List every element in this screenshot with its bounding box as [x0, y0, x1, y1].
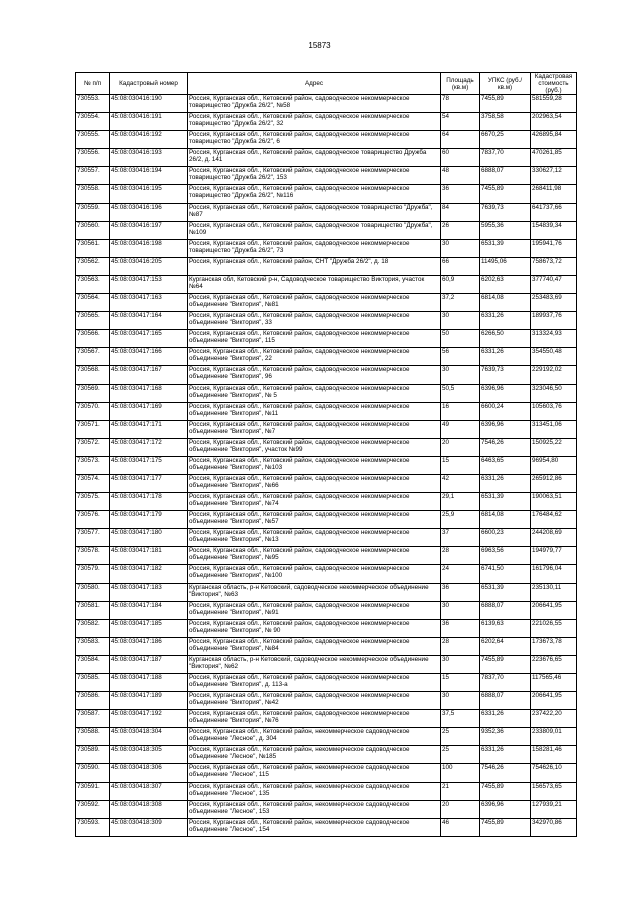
table-row: [76, 583, 577, 601]
cadastral-cost-cell: 342970,86: [531, 818, 577, 836]
cadastral-number-cell: 45:08:030418:307: [110, 782, 188, 800]
address-cell: Россия, Курганская обл., Кетовский район, садоводческое некоммерческое объединение "Виктория", №13: [188, 529, 441, 547]
table-row: [76, 420, 577, 438]
cadastral-cost-cell: 176484,62: [531, 511, 577, 529]
row-number-cell: 730574.: [76, 474, 110, 492]
table-row: [76, 438, 577, 456]
area-cell: 15: [441, 456, 480, 474]
address-cell: Россия, Курганская обл., Кетовский район, садоводческое некоммерческое объединение "Виктория", №76: [188, 710, 441, 728]
address-cell: Россия, Курганская обл., Кетовский район, садоводческое некоммерческое объединение "Виктория", №81: [188, 294, 441, 312]
cadastral-cost-cell: 189937,76: [531, 312, 577, 330]
table-row: [76, 782, 577, 800]
row-number-cell: 730579.: [76, 565, 110, 583]
area-cell: 84: [441, 203, 480, 221]
row-number-cell: 730568.: [76, 366, 110, 384]
address-cell: Россия, Курганская обл., Кетовский район, садоводческое некоммерческое объединение "Виктория", №103: [188, 456, 441, 474]
address-cell: Россия, Курганская обл., Кетовский район, садоводческое некоммерческое объединение "Виктория", № 90: [188, 619, 441, 637]
cadastral-cost-cell: 377740,47: [531, 275, 577, 293]
table-row: [76, 511, 577, 529]
area-cell: 48: [441, 167, 480, 185]
cadastral-cost-cell: 158281,46: [531, 746, 577, 764]
address-cell: Россия, Курганская обл., Кетовский район, садоводческое некоммерческое объединение "Виктория", №57: [188, 511, 441, 529]
row-number-cell: 730590.: [76, 764, 110, 782]
address-cell: Россия, Курганская обл., Кетовский район, садоводческое некоммерческое объединение "Виктория", №84: [188, 637, 441, 655]
upks-cell: 6888,07: [480, 167, 531, 185]
col-header-upks: УПКС (руб./кв.м): [480, 73, 531, 95]
area-cell: 30: [441, 601, 480, 619]
cadastral-number-cell: 45:08:030417:178: [110, 493, 188, 511]
table-row: [76, 275, 577, 293]
upks-cell: 7546,26: [480, 438, 531, 456]
table-row: [76, 565, 577, 583]
cadastral-number-cell: 45:08:030417:163: [110, 294, 188, 312]
address-cell: Россия, Курганская обл., Кетовский район, садоводческое некоммерческое объединение "Виктория", 96: [188, 366, 441, 384]
area-cell: 20: [441, 438, 480, 456]
address-cell: Россия, Курганская обл., Кетовский район, садоводческое некоммерческое товарищество "Дружба 26/2", №58: [188, 95, 441, 113]
cadastral-number-cell: 45:08:030418:308: [110, 800, 188, 818]
col-header-num: № п/п: [76, 73, 110, 95]
area-cell: 36: [441, 583, 480, 601]
cadastral-number-cell: 45:08:030416:190: [110, 95, 188, 113]
table-row: [76, 131, 577, 149]
upks-cell: 6531,39: [480, 583, 531, 601]
cadastral-cost-cell: 156573,65: [531, 782, 577, 800]
upks-cell: 7455,89: [480, 655, 531, 673]
table-row: [76, 294, 577, 312]
row-number-cell: 730575.: [76, 493, 110, 511]
row-number-cell: 730581.: [76, 601, 110, 619]
area-cell: 29,1: [441, 493, 480, 511]
upks-cell: 5955,36: [480, 221, 531, 239]
cadastral-cost-cell: 244208,69: [531, 529, 577, 547]
upks-cell: 7455,89: [480, 782, 531, 800]
table-row: [76, 710, 577, 728]
address-cell: Россия, Курганская обл., Кетовский район, садоводческое некоммерческое товарищество "Дружба 26/2", 6: [188, 131, 441, 149]
cadastral-cost-cell: 313324,93: [531, 330, 577, 348]
cadastral-cost-cell: 754626,10: [531, 764, 577, 782]
cadastral-cost-cell: 313451,06: [531, 420, 577, 438]
area-cell: 46: [441, 818, 480, 836]
address-cell: Курганская область, р-н Кетовский, садоводческое некоммерческое объединение "Виктория", №62: [188, 655, 441, 673]
row-number-cell: 730593.: [76, 818, 110, 836]
row-number-cell: 730561.: [76, 239, 110, 257]
cadastral-number-cell: 45:08:030417:167: [110, 366, 188, 384]
table-row: [76, 330, 577, 348]
address-cell: Россия, Курганская обл., Кетовский район, садоводческое некоммерческое объединение "Виктория", №91: [188, 601, 441, 619]
row-number-cell: 730556.: [76, 149, 110, 167]
area-cell: 30: [441, 312, 480, 330]
address-cell: Россия, Курганская обл., Кетовский район, садоводческое некоммерческое объединение "Виктория", участок №99: [188, 438, 441, 456]
table-row: [76, 185, 577, 203]
address-cell: Россия, Курганская обл., Кетовский район, садоводческое некоммерческое товарищество "Дружба 26/2", 73: [188, 239, 441, 257]
table-row: [76, 95, 577, 113]
cadastral-cost-cell: 470261,85: [531, 149, 577, 167]
cadastral-number-cell: 45:08:030417:165: [110, 330, 188, 348]
row-number-cell: 730554.: [76, 113, 110, 131]
address-cell: Россия, Курганская обл., Кетовский район, садоводческое некоммерческое товарищество "Дружба 26/2", №116: [188, 185, 441, 203]
row-number-cell: 730558.: [76, 185, 110, 203]
cadastral-cost-cell: 161796,04: [531, 565, 577, 583]
row-number-cell: 730585.: [76, 674, 110, 692]
col-header-address: Адрес: [188, 73, 441, 95]
cadastral-number-cell: 45:08:030417:189: [110, 692, 188, 710]
cadastral-cost-cell: 194979,77: [531, 547, 577, 565]
area-cell: 37: [441, 529, 480, 547]
address-cell: Россия, Курганская обл., Кетовский район, садоводческое некоммерческое объединение "Виктория", №66: [188, 474, 441, 492]
cadastral-number-cell: 45:08:030416:194: [110, 167, 188, 185]
row-number-cell: 730559.: [76, 203, 110, 221]
address-cell: Курганская обл, Кетовский р-н, Садоводческое товарищество Виктория, участок №64: [188, 275, 441, 293]
address-cell: Россия, Курганская обл., Кетовский район, садоводческое товарищество "Дружба", №87: [188, 203, 441, 221]
address-cell: Россия, Курганская обл., Кетовский район, садоводческое некоммерческое товарищество "Дружба 26/2", 32: [188, 113, 441, 131]
table-header-row: [76, 73, 577, 95]
cadastral-number-cell: 45:08:030417:184: [110, 601, 188, 619]
cadastral-number-cell: 45:08:030418:306: [110, 764, 188, 782]
row-number-cell: 730553.: [76, 95, 110, 113]
table-row: [76, 601, 577, 619]
table-row: [76, 239, 577, 257]
area-cell: 66: [441, 257, 480, 275]
row-number-cell: 730560.: [76, 221, 110, 239]
cadastral-number-cell: 45:08:030417:180: [110, 529, 188, 547]
cadastral-number-cell: 45:08:030416:192: [110, 131, 188, 149]
cadastral-cost-cell: 235130,11: [531, 583, 577, 601]
table-row: [76, 493, 577, 511]
col-header-cadastral: Кадастровый номер: [110, 73, 188, 95]
cadastral-number-cell: 45:08:030416:195: [110, 185, 188, 203]
area-cell: 78: [441, 95, 480, 113]
area-cell: 30: [441, 655, 480, 673]
upks-cell: 9352,36: [480, 728, 531, 746]
table-row: [76, 474, 577, 492]
row-number-cell: 730576.: [76, 511, 110, 529]
upks-cell: 7455,89: [480, 818, 531, 836]
table-row: [76, 637, 577, 655]
upks-cell: 6600,24: [480, 402, 531, 420]
table-row: [76, 456, 577, 474]
upks-cell: 7455,89: [480, 185, 531, 203]
cadastral-number-cell: 45:08:030417:188: [110, 674, 188, 692]
upks-cell: 6331,26: [480, 474, 531, 492]
row-number-cell: 730572.: [76, 438, 110, 456]
cadastral-cost-cell: 173673,78: [531, 637, 577, 655]
table-row: [76, 203, 577, 221]
upks-cell: 6670,25: [480, 131, 531, 149]
upks-cell: 7639,73: [480, 203, 531, 221]
area-cell: 37,5: [441, 710, 480, 728]
cadastral-number-cell: 45:08:030417:168: [110, 384, 188, 402]
upks-cell: 6139,63: [480, 619, 531, 637]
cadastral-cost-cell: 105603,76: [531, 402, 577, 420]
row-number-cell: 730582.: [76, 619, 110, 637]
row-number-cell: 730569.: [76, 384, 110, 402]
upks-cell: 6531,39: [480, 239, 531, 257]
row-number-cell: 730578.: [76, 547, 110, 565]
upks-cell: 6331,26: [480, 312, 531, 330]
area-cell: 49: [441, 420, 480, 438]
table-row: [76, 547, 577, 565]
cadastral-number-cell: 45:08:030417:164: [110, 312, 188, 330]
row-number-cell: 730557.: [76, 167, 110, 185]
address-cell: Россия, Курганская обл., Кетовский район, садоводческое товарищество "Дружба", №109: [188, 221, 441, 239]
upks-cell: 6396,96: [480, 420, 531, 438]
address-cell: Россия, Курганская обл., Кетовский район, садоводческое некоммерческое объединение "Виктория", № 5: [188, 384, 441, 402]
address-cell: Россия, Курганская обл., Кетовский район, садоводческое некоммерческое объединение "Виктория", 33: [188, 312, 441, 330]
upks-cell: 7837,70: [480, 149, 531, 167]
row-number-cell: 730584.: [76, 655, 110, 673]
table-row: [76, 728, 577, 746]
row-number-cell: 730577.: [76, 529, 110, 547]
upks-cell: 6814,08: [480, 511, 531, 529]
area-cell: 30: [441, 692, 480, 710]
area-cell: 24: [441, 565, 480, 583]
upks-cell: 7455,89: [480, 95, 531, 113]
upks-cell: 6202,64: [480, 637, 531, 655]
cadastral-cost-cell: 323046,50: [531, 384, 577, 402]
row-number-cell: 730566.: [76, 330, 110, 348]
cadastral-cost-cell: 127939,21: [531, 800, 577, 818]
cadastral-cost-cell: 641737,66: [531, 203, 577, 221]
address-cell: Россия, Курганская обл., Кетовский район, некоммерческое садоводческое объединение "Лесное", 153: [188, 800, 441, 818]
address-cell: Россия, Курганская обл., Кетовский район, садоводческое некоммерческое объединение "Виктория", №95: [188, 547, 441, 565]
table-row: [76, 674, 577, 692]
cadastral-cost-cell: 206641,95: [531, 601, 577, 619]
table-row: [76, 257, 577, 275]
table-row: [76, 167, 577, 185]
address-cell: Курганская область, р-н Кетовский, садоводческое некоммерческое объединение "Виктория", №63: [188, 583, 441, 601]
cadastral-number-cell: 45:08:030417:177: [110, 474, 188, 492]
cadastral-number-cell: 45:08:030417:153: [110, 275, 188, 293]
upks-cell: 6202,63: [480, 275, 531, 293]
table-row: [76, 312, 577, 330]
upks-cell: 3758,58: [480, 113, 531, 131]
area-cell: 36: [441, 619, 480, 637]
upks-cell: 6888,07: [480, 601, 531, 619]
row-number-cell: 730563.: [76, 275, 110, 293]
row-number-cell: 730565.: [76, 312, 110, 330]
row-number-cell: 730588.: [76, 728, 110, 746]
cadastral-number-cell: 45:08:030416:191: [110, 113, 188, 131]
row-number-cell: 730562.: [76, 257, 110, 275]
cadastral-cost-cell: 190063,51: [531, 493, 577, 511]
address-cell: Россия, Курганская обл., Кетовский район, садоводческое некоммерческое товарищество "Дружба 26/2", 153: [188, 167, 441, 185]
area-cell: 30: [441, 239, 480, 257]
cadastral-cost-cell: 154839,34: [531, 221, 577, 239]
cadastral-cost-cell: 758673,72: [531, 257, 577, 275]
cadastral-cost-cell: 237422,20: [531, 710, 577, 728]
cadastral-number-cell: 45:08:030418:309: [110, 818, 188, 836]
address-cell: Россия, Курганская обл., Кетовский район, садоводческое некоммерческое объединение "Виктория", д. 113-а: [188, 674, 441, 692]
col-header-area: Площадь (кв.м): [441, 73, 480, 95]
table-row: [76, 655, 577, 673]
area-cell: 15: [441, 674, 480, 692]
area-cell: 37,2: [441, 294, 480, 312]
area-cell: 26: [441, 221, 480, 239]
upks-cell: 6963,56: [480, 547, 531, 565]
cadastral-cost-cell: 206641,95: [531, 692, 577, 710]
row-number-cell: 730589.: [76, 746, 110, 764]
cadastral-number-cell: 45:08:030416:197: [110, 221, 188, 239]
address-cell: Россия, Курганская обл., Кетовский район, садоводческое некоммерческое объединение "Виктория", 115: [188, 330, 441, 348]
address-cell: Россия, Курганская обл., Кетовский район, садоводческое некоммерческое объединение "Виктория", №100: [188, 565, 441, 583]
cadastral-cost-cell: 253483,69: [531, 294, 577, 312]
table-row: [76, 113, 577, 131]
cadastral-cost-cell: 202963,54: [531, 113, 577, 131]
address-cell: Россия, Курганская обл., Кетовский район, садоводческое товарищество Дружба 26/2, д. 141: [188, 149, 441, 167]
cadastral-number-cell: 45:08:030417:166: [110, 348, 188, 366]
upks-cell: 6266,50: [480, 330, 531, 348]
cadastral-cost-cell: 426895,84: [531, 131, 577, 149]
area-cell: 60: [441, 149, 480, 167]
cadastral-cost-cell: 268411,98: [531, 185, 577, 203]
table-row: [76, 348, 577, 366]
table-row: [76, 366, 577, 384]
area-cell: 25: [441, 728, 480, 746]
cadastral-number-cell: 45:08:030417:175: [110, 456, 188, 474]
area-cell: 42: [441, 474, 480, 492]
cadastral-number-cell: 45:08:030416:205: [110, 257, 188, 275]
upks-cell: 6396,96: [480, 384, 531, 402]
page-number: 15873: [308, 41, 331, 50]
address-cell: Россия, Курганская обл., Кетовский район, садоводческое некоммерческое объединение "Виктория", №11: [188, 402, 441, 420]
table-row: [76, 818, 577, 836]
cadastral-cost-cell: 195941,76: [531, 239, 577, 257]
cadastral-number-cell: 45:08:030416:193: [110, 149, 188, 167]
table-row: [76, 746, 577, 764]
address-cell: Россия, Курганская обл., Кетовский район, некоммерческое садоводческое объединение "Лесное", 135: [188, 782, 441, 800]
upks-cell: 6814,08: [480, 294, 531, 312]
address-cell: Россия, Курганская обл., Кетовский район, некоммерческое садоводческое объединение "Лесное", №185: [188, 746, 441, 764]
upks-cell: 7639,73: [480, 366, 531, 384]
area-cell: 28: [441, 547, 480, 565]
cadastral-cost-cell: 265912,86: [531, 474, 577, 492]
row-number-cell: 730592.: [76, 800, 110, 818]
row-number-cell: 730564.: [76, 294, 110, 312]
upks-cell: 11495,06: [480, 257, 531, 275]
cadastral-number-cell: 45:08:030417:171: [110, 420, 188, 438]
cadastral-cost-cell: 229192,02: [531, 366, 577, 384]
cadastral-number-cell: 45:08:030417:179: [110, 511, 188, 529]
cadastral-number-cell: 45:08:030417:192: [110, 710, 188, 728]
row-number-cell: 730571.: [76, 420, 110, 438]
area-cell: 100: [441, 764, 480, 782]
area-cell: 21: [441, 782, 480, 800]
area-cell: 60,9: [441, 275, 480, 293]
address-cell: Россия, Курганская обл., Кетовский район, садоводческое некоммерческое объединение "Виктория", 22: [188, 348, 441, 366]
cadastral-number-cell: 45:08:030416:198: [110, 239, 188, 257]
table-row: [76, 221, 577, 239]
table-row: [76, 619, 577, 637]
area-cell: 30: [441, 366, 480, 384]
address-cell: Россия, Курганская обл., Кетовский район, некоммерческое садоводческое объединение "Лесное", д. 304: [188, 728, 441, 746]
cadastral-number-cell: 45:08:030417:186: [110, 637, 188, 655]
upks-cell: 7837,70: [480, 674, 531, 692]
table-row: [76, 402, 577, 420]
row-number-cell: 730583.: [76, 637, 110, 655]
table-row: [76, 529, 577, 547]
address-cell: Россия, Курганская обл., Кетовский район, садоводческое некоммерческое объединение "Виктория", №7: [188, 420, 441, 438]
table-body: [76, 95, 577, 837]
area-cell: 28: [441, 637, 480, 655]
table-row: [76, 800, 577, 818]
cadastral-cost-cell: 330627,12: [531, 167, 577, 185]
area-cell: 50,5: [441, 384, 480, 402]
table-row: [76, 692, 577, 710]
col-header-cost: Кадастровая стоимость (руб.): [531, 73, 577, 95]
address-cell: Россия, Курганская обл., Кетовский район, садоводческое некоммерческое объединение "Виктория", №42: [188, 692, 441, 710]
address-cell: Россия, Курганская обл., Кетовский район, СНТ "Дружба 26/2", д. 18: [188, 257, 441, 275]
area-cell: 64: [441, 131, 480, 149]
cadastral-cost-cell: 581559,28: [531, 95, 577, 113]
address-cell: Россия, Курганская обл., Кетовский район, садоводческое некоммерческое объединение "Виктория", №74: [188, 493, 441, 511]
table-row: [76, 764, 577, 782]
row-number-cell: 730586.: [76, 692, 110, 710]
cadastral-number-cell: 45:08:030417:182: [110, 565, 188, 583]
upks-cell: 6331,26: [480, 746, 531, 764]
upks-cell: 6888,07: [480, 692, 531, 710]
upks-cell: 6741,50: [480, 565, 531, 583]
cadastral-cost-cell: 150925,22: [531, 438, 577, 456]
cadastral-number-cell: 45:08:030417:185: [110, 619, 188, 637]
row-number-cell: 730587.: [76, 710, 110, 728]
cadastral-cost-cell: 96954,80: [531, 456, 577, 474]
upks-cell: 6600,23: [480, 529, 531, 547]
cadastral-number-cell: 45:08:030418:305: [110, 746, 188, 764]
address-cell: Россия, Курганская обл., Кетовский район, некоммерческое садоводческое объединение "Лесное", 154: [188, 818, 441, 836]
area-cell: 50: [441, 330, 480, 348]
upks-cell: 6396,96: [480, 800, 531, 818]
upks-cell: 6331,26: [480, 348, 531, 366]
upks-cell: 6331,26: [480, 710, 531, 728]
row-number-cell: 730591.: [76, 782, 110, 800]
upks-cell: 6463,65: [480, 456, 531, 474]
table-row: [76, 384, 577, 402]
cadastral-number-cell: 45:08:030418:304: [110, 728, 188, 746]
cadastral-table: [75, 72, 577, 837]
area-cell: 56: [441, 348, 480, 366]
cadastral-cost-cell: 233809,01: [531, 728, 577, 746]
area-cell: 36: [441, 185, 480, 203]
area-cell: 25,9: [441, 511, 480, 529]
cadastral-cost-cell: 223676,65: [531, 655, 577, 673]
upks-cell: 7546,26: [480, 764, 531, 782]
area-cell: 25: [441, 746, 480, 764]
cadastral-number-cell: 45:08:030417:181: [110, 547, 188, 565]
row-number-cell: 730555.: [76, 131, 110, 149]
area-cell: 16: [441, 402, 480, 420]
cadastral-cost-cell: 221026,55: [531, 619, 577, 637]
cadastral-number-cell: 45:08:030417:169: [110, 402, 188, 420]
cadastral-number-cell: 45:08:030417:183: [110, 583, 188, 601]
cadastral-number-cell: 45:08:030417:187: [110, 655, 188, 673]
row-number-cell: 730567.: [76, 348, 110, 366]
cadastral-number-cell: 45:08:030417:172: [110, 438, 188, 456]
area-cell: 20: [441, 800, 480, 818]
upks-cell: 6531,39: [480, 493, 531, 511]
area-cell: 54: [441, 113, 480, 131]
cadastral-cost-cell: 354550,48: [531, 348, 577, 366]
row-number-cell: 730580.: [76, 583, 110, 601]
table-row: [76, 149, 577, 167]
row-number-cell: 730570.: [76, 402, 110, 420]
row-number-cell: 730573.: [76, 456, 110, 474]
cadastral-cost-cell: 117565,46: [531, 674, 577, 692]
address-cell: Россия, Курганская обл., Кетовский район, некоммерческое садоводческое объединение "Лесное", 115: [188, 764, 441, 782]
cadastral-number-cell: 45:08:030416:196: [110, 203, 188, 221]
